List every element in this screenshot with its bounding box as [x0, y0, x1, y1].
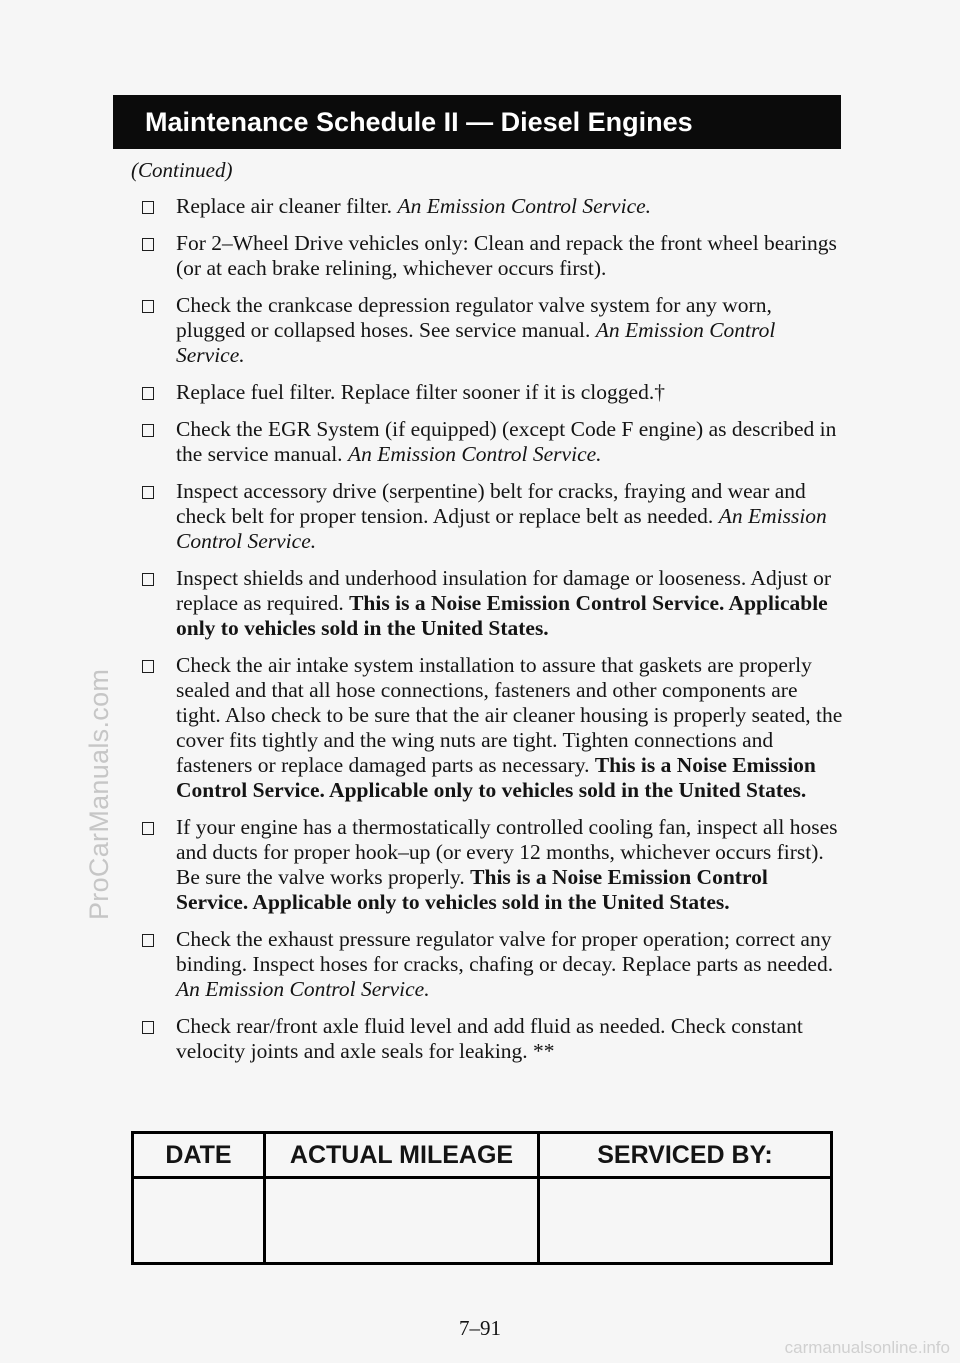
- item-text: For 2–Wheel Drive vehicles only: Clean and repack the front wheel bearings (or at each brake relining, whichever occurs first).: [176, 231, 837, 280]
- checklist-item: [139, 194, 844, 219]
- continued-label: (Continued): [131, 158, 233, 182]
- item-text: Check the crankcase depression regulator valve system for any worn, plugged or collapsed hoses. See service manual.: [176, 293, 772, 342]
- checkbox-icon[interactable]: [142, 238, 154, 251]
- serviced-by-cell[interactable]: [539, 1178, 832, 1264]
- checkbox-icon[interactable]: [142, 387, 154, 400]
- checklist-item: [139, 653, 844, 803]
- date-column-header: DATE: [133, 1133, 265, 1178]
- checklist-item: [139, 1014, 844, 1064]
- checkbox-icon[interactable]: [142, 201, 154, 214]
- item-text: Inspect shields and underhood insulation for damage or looseness. Adjust or replace as required.: [176, 566, 832, 615]
- date-cell[interactable]: [133, 1178, 265, 1264]
- checkbox-icon[interactable]: [142, 934, 154, 947]
- checklist-item: [139, 231, 844, 281]
- item-text: Check the EGR System (if equipped) (except Code F engine) as described in the service manual.: [176, 417, 837, 466]
- mileage-cell[interactable]: [265, 1178, 539, 1264]
- item-text: Inspect accessory drive (serpentine) belt for cracks, fraying and wear and check belt for proper tension. Adjust or replace belt as needed.: [176, 479, 806, 528]
- item-note: An Emission Control Service.: [176, 504, 827, 553]
- item-note: An Emission Control Service.: [176, 977, 430, 1001]
- checkbox-icon[interactable]: [142, 1021, 154, 1034]
- item-note: This is a Noise Emission Control Service. Applicable only to vehicles sold in the United States.: [176, 591, 828, 640]
- serviced-by-column-header: SERVICED BY:: [539, 1133, 832, 1178]
- maintenance-checklist: [139, 194, 844, 1076]
- checklist-item: [139, 927, 844, 1002]
- page-number: 7–91: [459, 1316, 501, 1340]
- footer-watermark: carmanualsonline.info: [784, 1338, 950, 1357]
- item-note: An Emission Control Service.: [397, 194, 652, 218]
- checkbox-icon[interactable]: [142, 486, 154, 499]
- item-note: This is a Noise Emission Control Service. Applicable only to vehicles sold in the United States.: [176, 865, 768, 914]
- checkbox-icon[interactable]: [142, 424, 154, 437]
- item-text: Check the exhaust pressure regulator valve for proper operation; correct any binding. Inspect hoses for cracks, chafing or decay. Replace parts as needed.: [176, 927, 834, 976]
- checklist-item: [139, 566, 844, 641]
- checkbox-icon[interactable]: [142, 573, 154, 586]
- checklist-item: [139, 815, 844, 915]
- service-log-table: [131, 1131, 833, 1265]
- item-text: Replace fuel filter. Replace filter sooner if it is clogged.†: [176, 380, 665, 404]
- table-header-row: [133, 1133, 832, 1178]
- checkbox-icon[interactable]: [142, 822, 154, 835]
- table-row: [133, 1178, 832, 1264]
- section-header: Maintenance Schedule II — Diesel Engines: [113, 95, 841, 149]
- item-note: This is a Noise Emission Control Service. Applicable only to vehicles sold in the United States.: [176, 753, 816, 802]
- checklist-item: [139, 479, 844, 554]
- item-text: Check rear/front axle fluid level and add fluid as needed. Check constant velocity joints and axle seals for leaking. **: [176, 1014, 803, 1063]
- item-text: Replace air cleaner filter.: [176, 194, 393, 218]
- checklist-item: [139, 380, 844, 405]
- checklist-item: [139, 417, 844, 467]
- item-note: An Emission Control Service.: [176, 318, 776, 367]
- checkbox-icon[interactable]: [142, 660, 154, 673]
- side-watermark: ProCarManuals.com: [84, 668, 114, 920]
- item-text: If your engine has a thermostatically controlled cooling fan, inspect all hoses and ducts for proper hook–up (or every 12 months, whichever occurs first). Be sure the valve works properly.: [176, 815, 838, 889]
- mileage-column-header: ACTUAL MILEAGE: [265, 1133, 539, 1178]
- checkbox-icon[interactable]: [142, 300, 154, 313]
- checklist-item: [139, 293, 844, 368]
- item-text: Check the air intake system installation to assure that gaskets are properly sealed and that all hose connections, fasteners and other components are tight. Also check to be sure that the air cleaner housing is properly seated, the cover fits tightly and the wing nuts are tight. Tighten connections and fasteners or replace damaged parts as necessary.: [176, 653, 843, 777]
- item-note: An Emission Control Service.: [347, 442, 602, 466]
